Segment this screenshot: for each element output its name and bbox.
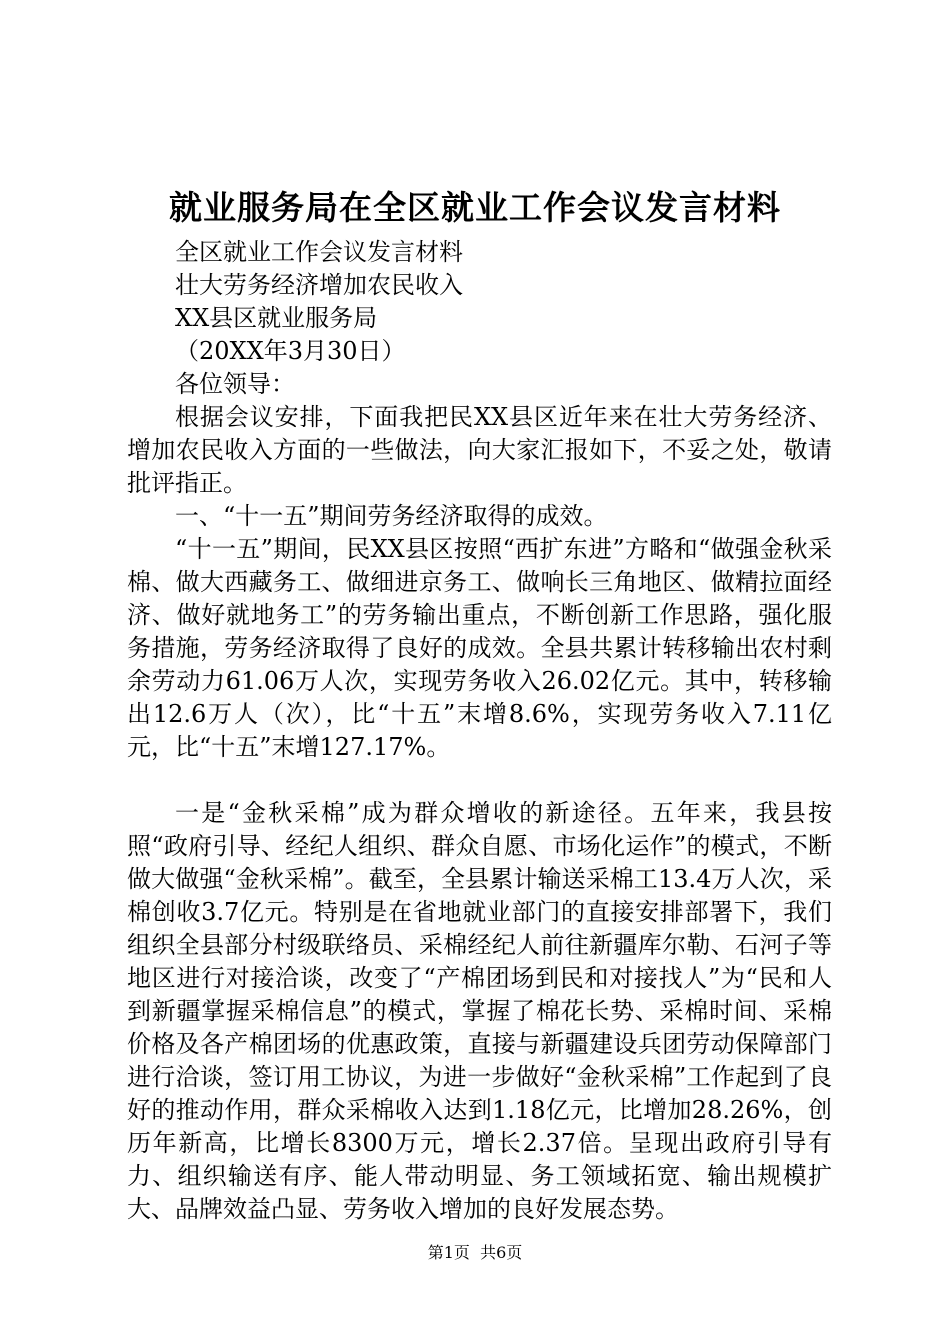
body-paragraph: 一是“金秋采棉”成为群众增收的新途径。五年来，我县按照“政府引导、经纪人组织、群众自愿、市场化运作”的模式，不断做大做强“金秋采棉”。截至，全县累计输送采棉工13.4万人次，采棉创收3.7亿元。特别是在省地就业部门的直接安排部署下，我们组织全县部分村级联络员、采棉经纪人前往新疆库尔勒、石河子等地区进行对接洽谈，改变了“产棉团场到民和对接找人”为“民和人到新疆掌握采棉信息”的模式，掌握了棉花长势、采棉时间、采棉价格及各产棉团场的优惠政策，直接与新疆建设兵团劳动保障部门进行洽谈，签订用工协议，为进一步做好“金秋采棉”工作起到了良好的推动作用，群众采棉收入达到1.18亿元，比增加28.26%，创历年新高，比增长8300万元，增长2.37倍。呈现出政府引导有力、组织输送有序、能人带动明显、务工领域拓宽、输出规模扩大、品牌效益凸显、劳务收入增加的良好发展态势。	[127, 799, 832, 1223]
section-heading: 一、“十一五”期间劳务经济取得的成效。	[175, 502, 608, 530]
author-line: XX县区就业服务局	[175, 304, 378, 332]
subtitle-line: 壮大劳务经济增加农民收入	[175, 271, 463, 299]
date-line: （20XX年3月30日）	[175, 337, 406, 365]
salutation: 各位领导：	[175, 370, 295, 398]
subtitle-line: 全区就业工作会议发言材料	[175, 238, 463, 266]
page-number: 第1页	[427, 1243, 470, 1262]
document-title: 就业服务局在全区就业工作会议发言材料	[169, 188, 781, 227]
body-paragraph: 根据会议安排，下面我把民XX县区近年来在壮大劳务经济、增加农民收入方面的一些做法，向大家汇报如下，不妥之处，敬请批评指正。	[127, 403, 832, 497]
document-body	[127, 236, 832, 1226]
page-footer	[0, 1243, 950, 1263]
page-total: 共6页	[480, 1243, 523, 1262]
paragraph-spacer	[127, 764, 832, 797]
body-paragraph: “十一五”期间，民XX县区按照“西扩东进”方略和“做强金秋采棉、做大西藏务工、做细进京务工、做响长三角地区、做精拉面经济、做好就地务工”的劳务输出重点，不断创新工作思路，强化服务措施，劳务经济取得了良好的成效。全县共累计转移输出农村剩余劳动力61.06万人次，实现劳务收入26.02亿元。其中，转移输出12.6万人（次），比“十五”末增8.6%，实现劳务收入7.11亿元，比“十五”末增127.17%。	[127, 535, 832, 761]
